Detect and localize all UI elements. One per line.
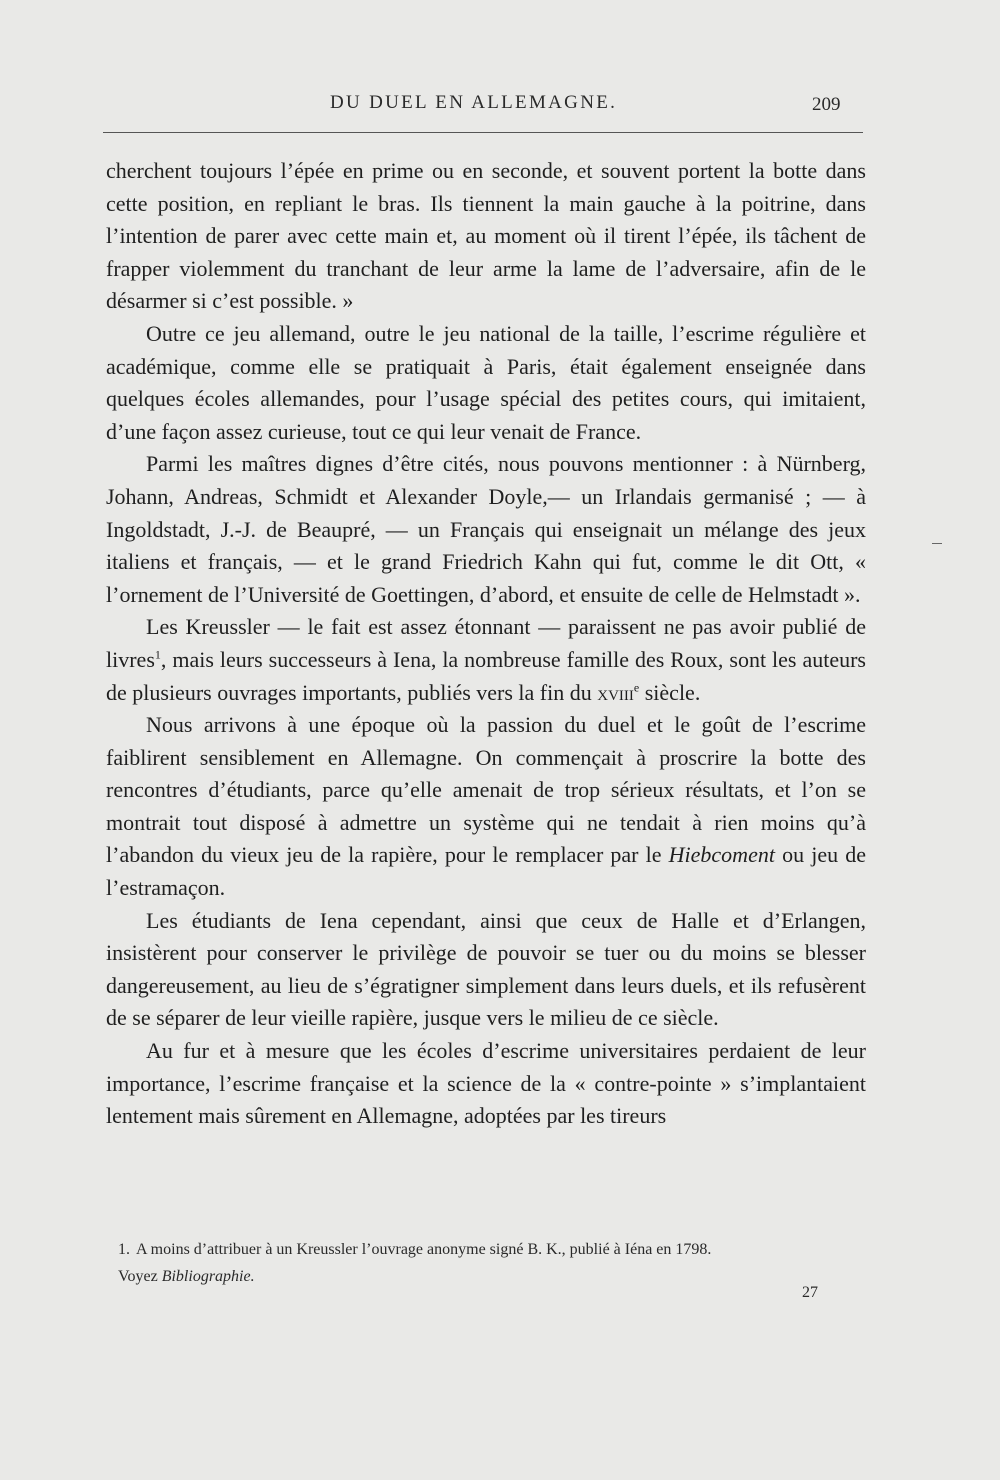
footnote-number: 1.: [118, 1241, 130, 1258]
paragraph-6: Les étudiants de Iena cependant, ainsi que ceux de Halle et d’Erlangen, insistèrent pour conserver le privilège de pouvoir se tuer ou du moins se blesser dangereusement, au lieu de s’égratigner simplement dans leurs duels, et ils refusèrent de se séparer de leur vieille rapière, jusque vers le milieu de ce siècle.: [106, 907, 866, 1031]
paragraph-5-text-b: ou jeu de l’estramaçon.: [106, 842, 866, 901]
paragraph-7: Au fur et à mesure que les écoles d’escrime universitaires perdaient de leur importance, l’escrime française et la science de la « contre-pointe » s’implantaient lentement mais sûrement en Allemagne, adoptées par les tireurs: [106, 1038, 866, 1129]
paragraph-5: [106, 709, 866, 905]
footnote-line-2: [118, 1263, 888, 1290]
paragraph-4-text-b: , mais leurs successeurs à Iena, la nombreuse famille des Roux, sont les auteurs de plusieurs ouvrages importants, publiés vers la fin du: [106, 646, 866, 705]
paragraph-5-text-a: Nous arrivons à une époque où la passion du duel et le goût de l’escrime faiblirent sensiblement en Allemagne. On commençait à proscrire la botte des rencontres d’étudiants, parce qu’elle amenait de trop sérieux résultats, et l’on se montrait tout disposé à admettre un système qui ne tendait à rien moins qu’à l’abandon du vieux jeu de la rapière, pour le remplacer par le: [106, 712, 866, 868]
footnote: [118, 1236, 888, 1290]
footnote-see: Voyez: [118, 1268, 162, 1285]
paragraph-4: [106, 611, 866, 709]
paragraph-4-text-c: siècle.: [639, 679, 701, 705]
century-numeral: xviii: [597, 679, 634, 705]
paragraph-3: Parmi les maîtres dignes d’être cités, nous pouvons mentionner : à Nürnberg, Johann, Andreas, Schmidt et Alexander Doyle,— un Irlandais germanisé ; — à Ingoldstadt, J.-J. de Beaupré, — un Français qui enseignait un mélange des jeux italiens et français, — et le grand Friedrich Kahn qui fut, comme le dit Ott, « l’ornement de l’Université de Goettingen, d’abord, et ensuite de celle de Helmstadt ».: [106, 451, 866, 607]
italic-term: Hiebcoment: [668, 842, 775, 868]
header-rule: [103, 132, 863, 133]
running-head: DU DUEL EN ALLEMAGNE.: [330, 92, 618, 113]
century-superscript: e: [633, 680, 640, 695]
footnote-line-1: [118, 1236, 888, 1263]
paragraph-2: Outre ce jeu allemand, outre le jeu national de la taille, l’escrime régulière et académique, comme elle se pratiquait à Paris, était également enseignée dans quelques écoles allemandes, pour l’usage spécial des petites cours, qui imitaient, d’une façon assez curieuse, tout ce qui leur venait de France.: [106, 320, 866, 444]
printer-signature-mark: 27: [802, 1284, 818, 1301]
footnote-text: A moins d’attribuer à un Kreussler l’ouvrage anonyme signé B. K., publié à Iéna en 1798.: [136, 1241, 712, 1258]
footnote-reference: 1: [154, 647, 161, 662]
footnote-italic-reference: Bibliographie.: [161, 1268, 255, 1285]
margin-mark: [932, 543, 942, 544]
body-text: [106, 155, 866, 1133]
paragraph-1: cherchent toujours l’épée en prime ou en seconde, et souvent portent la botte dans cette position, en repliant le bras. Ils tiennent la main gauche à la poitrine, dans l’intention de parer avec cette main et, au moment où il tirent l’épée, ils tâchent de frapper violemment du tranchant de leur arme la lame de l’adversaire, afin de le désarmer si c’est possible. »: [106, 158, 866, 314]
paragraph-4-text-a: Les Kreussler — le fait est assez étonnant — paraissent ne pas avoir publié de livres: [106, 614, 866, 672]
page-number: 209: [812, 94, 841, 115]
